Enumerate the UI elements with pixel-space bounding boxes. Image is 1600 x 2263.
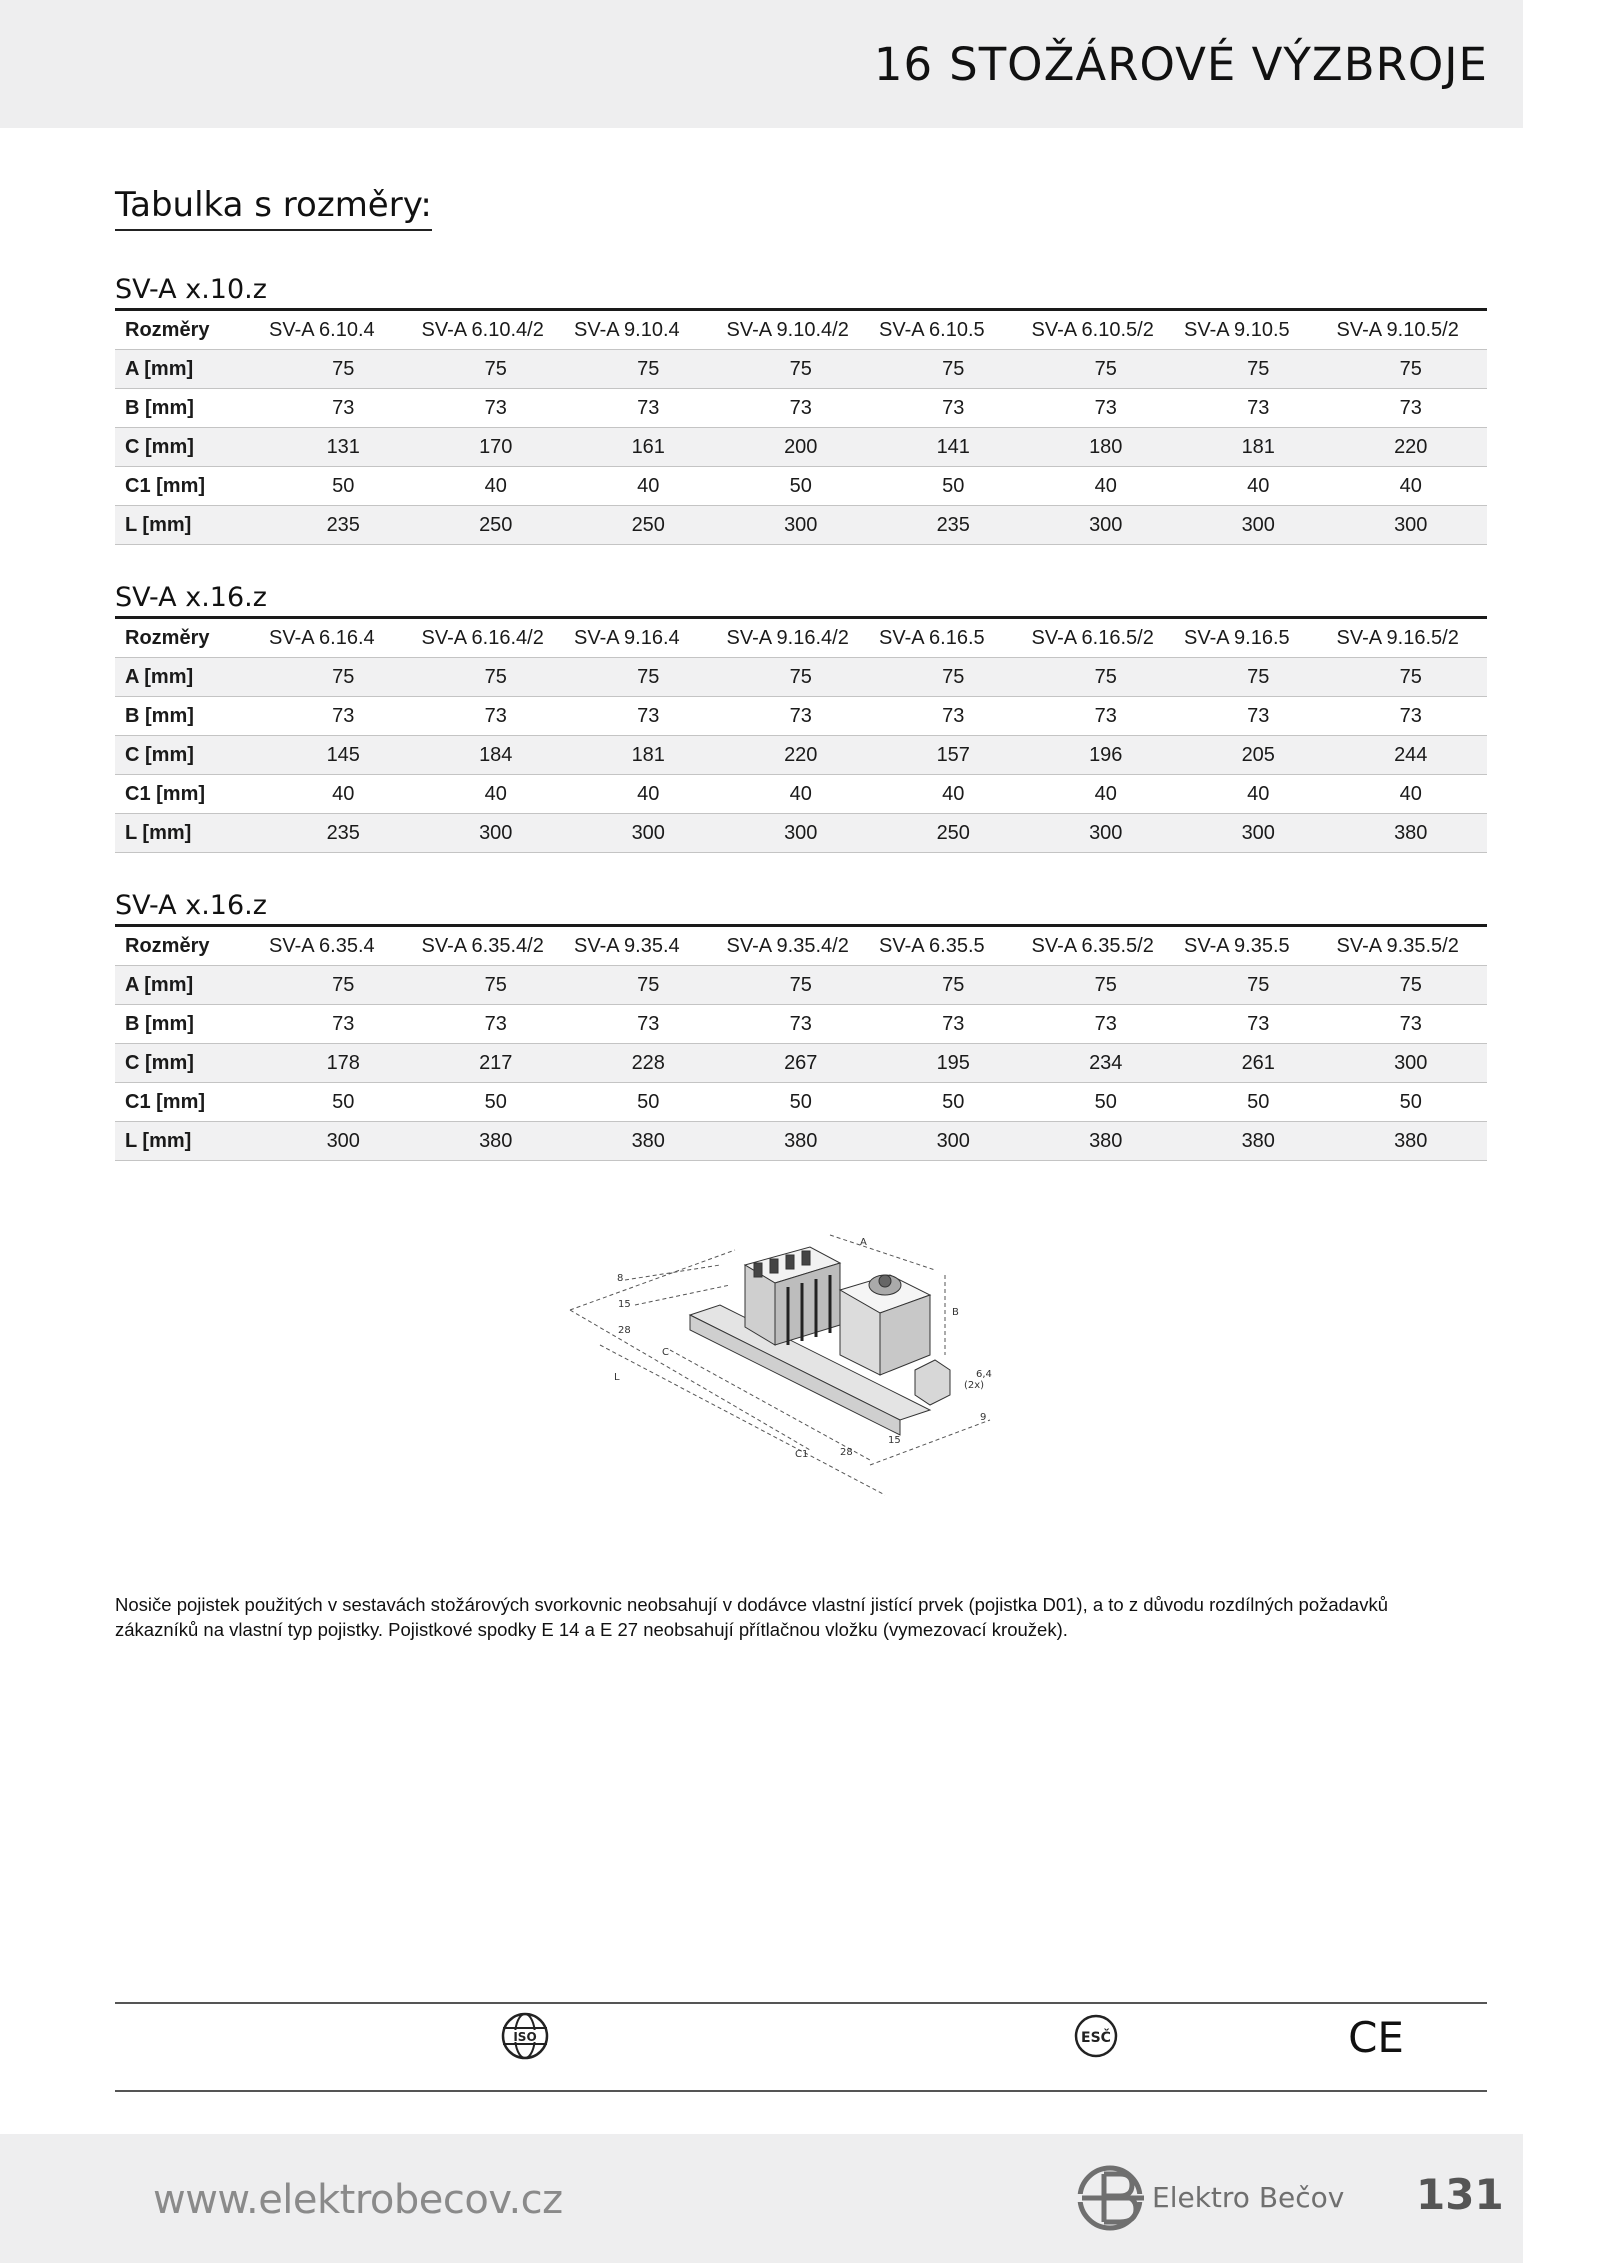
- row-label: C [mm]: [115, 428, 267, 467]
- table-cell: 75: [1030, 658, 1183, 697]
- table-cell: 75: [725, 966, 878, 1005]
- table-cell: 380: [1030, 1122, 1183, 1161]
- table-cell: 40: [267, 775, 420, 814]
- table-cell: 75: [1182, 658, 1335, 697]
- column-header: SV-A 9.16.5: [1182, 618, 1335, 658]
- table-cell: 73: [267, 697, 420, 736]
- dimension-table: [115, 616, 1487, 853]
- table-cell: 184: [420, 736, 573, 775]
- table-row: [115, 658, 1487, 697]
- table-cell: 196: [1030, 736, 1183, 775]
- column-header: SV-A 9.35.5/2: [1335, 926, 1488, 966]
- header-label: Rozměry: [115, 618, 267, 658]
- table-cell: 73: [1182, 697, 1335, 736]
- table-cell: 50: [1335, 1083, 1488, 1122]
- table-cell: 75: [1335, 658, 1488, 697]
- table-cell: 73: [1030, 1005, 1183, 1044]
- column-header: SV-A 9.35.5: [1182, 926, 1335, 966]
- table-cell: 73: [420, 1005, 573, 1044]
- table-cell: 300: [420, 814, 573, 853]
- table-cell: 75: [420, 350, 573, 389]
- table-cell: 73: [572, 389, 725, 428]
- table-cell: 73: [1335, 389, 1488, 428]
- table-row: [115, 775, 1487, 814]
- table-cell: 300: [1030, 814, 1183, 853]
- table-cell: 195: [877, 1044, 1030, 1083]
- table-cell: 50: [420, 1083, 573, 1122]
- table-row: [115, 966, 1487, 1005]
- table-cell: 380: [1335, 1122, 1488, 1161]
- row-label: C1 [mm]: [115, 1083, 267, 1122]
- table-cell: 50: [877, 1083, 1030, 1122]
- table-row: [115, 736, 1487, 775]
- chapter-number: 16: [873, 38, 934, 91]
- table-cell: 73: [572, 697, 725, 736]
- dim-label-a: A: [860, 1237, 867, 1248]
- table-cell: 75: [877, 658, 1030, 697]
- table-row: [115, 506, 1487, 545]
- table-cell: 40: [1182, 467, 1335, 506]
- column-header: SV-A 6.10.5/2: [1030, 310, 1183, 350]
- table-cell: 75: [725, 350, 878, 389]
- column-header: SV-A 6.10.4: [267, 310, 420, 350]
- table-cell: 380: [725, 1122, 878, 1161]
- table-cell: 73: [267, 1005, 420, 1044]
- table-cell: 75: [1030, 966, 1183, 1005]
- table-row: [115, 350, 1487, 389]
- table-cell: 75: [877, 966, 1030, 1005]
- column-header: SV-A 6.35.4: [267, 926, 420, 966]
- table-cell: 75: [572, 658, 725, 697]
- table-cell: 73: [1182, 1005, 1335, 1044]
- header-label: Rozměry: [115, 926, 267, 966]
- table-cell: 75: [1182, 350, 1335, 389]
- iso-icon: [497, 2010, 553, 2062]
- dim-label-c: C: [662, 1347, 669, 1358]
- divider-bottom: [115, 2090, 1487, 2092]
- table-cell: 75: [267, 350, 420, 389]
- table-cell: 40: [420, 775, 573, 814]
- table-cell: 50: [725, 1083, 878, 1122]
- table-cell: 40: [1030, 775, 1183, 814]
- page-number: 131: [1416, 2170, 1504, 2219]
- table-cell: 180: [1030, 428, 1183, 467]
- svg-text:CE: CE: [1348, 2013, 1404, 2062]
- table-cell: 75: [725, 658, 878, 697]
- table-cell: 161: [572, 428, 725, 467]
- table-cell: 170: [420, 428, 573, 467]
- dimension-table-section-3: [115, 888, 1487, 1161]
- table-cell: 300: [725, 506, 878, 545]
- dimension-drawing: [540, 1195, 1080, 1545]
- column-header: SV-A 6.16.4/2: [420, 618, 573, 658]
- table-cell: 73: [420, 697, 573, 736]
- note-line: Nosiče pojistek použitých v sestavách stožárových svorkovnic neobsahují v dodávce vlastní jistící prvek (pojistka D01), a to z důvodu rozdílných požadavků: [115, 1594, 1389, 1615]
- table-cell: 73: [572, 1005, 725, 1044]
- column-header: SV-A 6.10.5: [877, 310, 1030, 350]
- column-header: SV-A 9.16.4/2: [725, 618, 878, 658]
- table-header-row: [115, 310, 1487, 350]
- table-row: [115, 428, 1487, 467]
- table-cell: 40: [420, 467, 573, 506]
- dim-label-8: 8: [617, 1273, 624, 1284]
- dim-label-6-4: 6,4: [976, 1369, 992, 1380]
- table-cell: 40: [877, 775, 1030, 814]
- column-header: SV-A 6.16.4: [267, 618, 420, 658]
- brand-name: Elektro Bečov: [1152, 2181, 1345, 2214]
- table-row: [115, 1005, 1487, 1044]
- table-cell: 73: [725, 697, 878, 736]
- svg-text:ESČ: ESČ: [1081, 2030, 1111, 2046]
- website-link[interactable]: www.elektrobecov.cz: [153, 2177, 563, 2223]
- note-line: zákazníků na vlastní typ pojistky. Pojistkové spodky E 14 a E 27 neobsahují přítlačnou vložku (vymezovací kroužek).: [115, 1619, 1068, 1640]
- table-cell: 50: [267, 467, 420, 506]
- table-cell: 73: [877, 389, 1030, 428]
- row-label: L [mm]: [115, 506, 267, 545]
- table-title: SV-A x.16.z: [115, 890, 267, 921]
- table-cell: 380: [1182, 1122, 1335, 1161]
- column-header: SV-A 6.35.4/2: [420, 926, 573, 966]
- table-cell: 300: [877, 1122, 1030, 1161]
- row-label: C [mm]: [115, 1044, 267, 1083]
- table-cell: 40: [572, 467, 725, 506]
- table-row: [115, 389, 1487, 428]
- table-cell: 75: [572, 966, 725, 1005]
- column-header: SV-A 9.35.4/2: [725, 926, 878, 966]
- table-cell: 73: [877, 697, 1030, 736]
- table-cell: 73: [1030, 389, 1183, 428]
- table-cell: 205: [1182, 736, 1335, 775]
- table-cell: 73: [725, 389, 878, 428]
- table-title: SV-A x.10.z: [115, 274, 267, 305]
- row-label: A [mm]: [115, 966, 267, 1005]
- table-cell: 75: [572, 350, 725, 389]
- table-cell: 380: [572, 1122, 725, 1161]
- ce-mark-icon: [1340, 2010, 1412, 2062]
- table-cell: 250: [420, 506, 573, 545]
- table-cell: 141: [877, 428, 1030, 467]
- table-cell: 300: [267, 1122, 420, 1161]
- header-label: Rozměry: [115, 310, 267, 350]
- table-cell: 178: [267, 1044, 420, 1083]
- table-cell: 300: [1182, 814, 1335, 853]
- svg-text:ISO: ISO: [513, 2030, 537, 2044]
- table-cell: 235: [877, 506, 1030, 545]
- end-clamp: [915, 1360, 950, 1405]
- table-cell: 73: [1335, 1005, 1488, 1044]
- column-header: SV-A 9.35.4: [572, 926, 725, 966]
- elektro-becov-logo-icon: [1076, 2168, 1144, 2228]
- divider-top: [115, 2002, 1487, 2004]
- table-cell: 300: [1335, 1044, 1488, 1083]
- row-label: C [mm]: [115, 736, 267, 775]
- page-heading: Tabulka s rozměry:: [115, 183, 432, 231]
- column-header: SV-A 6.16.5/2: [1030, 618, 1183, 658]
- table-cell: 75: [420, 658, 573, 697]
- table-cell: 181: [1182, 428, 1335, 467]
- table-cell: 235: [267, 814, 420, 853]
- table-cell: 50: [572, 1083, 725, 1122]
- table-cell: 75: [267, 966, 420, 1005]
- esc-icon: [1068, 2010, 1124, 2062]
- row-label: C1 [mm]: [115, 775, 267, 814]
- table-header-row: [115, 618, 1487, 658]
- row-label: B [mm]: [115, 389, 267, 428]
- table-cell: 261: [1182, 1044, 1335, 1083]
- table-cell: 220: [725, 736, 878, 775]
- table-cell: 75: [1335, 966, 1488, 1005]
- table-cell: 73: [877, 1005, 1030, 1044]
- row-label: A [mm]: [115, 658, 267, 697]
- column-header: SV-A 6.10.4/2: [420, 310, 573, 350]
- table-row: [115, 1044, 1487, 1083]
- fuse-note: [115, 1592, 1487, 1642]
- table-cell: 250: [572, 506, 725, 545]
- dimension-table-section-2: [115, 580, 1487, 853]
- table-row: [115, 814, 1487, 853]
- table-cell: 267: [725, 1044, 878, 1083]
- table-cell: 300: [1335, 506, 1488, 545]
- table-title: SV-A x.16.z: [115, 582, 267, 613]
- dim-label-b: B: [952, 1307, 959, 1318]
- dim-label-2x: (2x): [964, 1380, 985, 1391]
- column-header: SV-A 9.10.4: [572, 310, 725, 350]
- table-cell: 380: [1335, 814, 1488, 853]
- table-cell: 50: [1182, 1083, 1335, 1122]
- table-cell: 157: [877, 736, 1030, 775]
- dim-label-c1: C1: [795, 1449, 809, 1460]
- table-cell: 228: [572, 1044, 725, 1083]
- row-label: L [mm]: [115, 1122, 267, 1161]
- table-cell: 50: [1030, 1083, 1183, 1122]
- table-cell: 40: [1030, 467, 1183, 506]
- dim-label-28: 28: [618, 1325, 631, 1336]
- table-cell: 50: [877, 467, 1030, 506]
- table-cell: 73: [267, 389, 420, 428]
- dim-label-15b: 15: [888, 1435, 901, 1446]
- table-cell: 244: [1335, 736, 1488, 775]
- table-cell: 40: [572, 775, 725, 814]
- column-header: SV-A 6.35.5/2: [1030, 926, 1183, 966]
- column-header: SV-A 9.10.4/2: [725, 310, 878, 350]
- dim-label-28b: 28: [840, 1447, 853, 1458]
- table-cell: 50: [267, 1083, 420, 1122]
- column-header: SV-A 9.16.5/2: [1335, 618, 1488, 658]
- table-cell: 235: [267, 506, 420, 545]
- table-cell: 40: [1335, 467, 1488, 506]
- table-cell: 75: [1030, 350, 1183, 389]
- chapter-title: [874, 38, 1488, 91]
- table-cell: 75: [1182, 966, 1335, 1005]
- terminal-blocks: [745, 1247, 840, 1345]
- row-label: B [mm]: [115, 697, 267, 736]
- column-header: SV-A 6.35.5: [877, 926, 1030, 966]
- table-cell: 73: [725, 1005, 878, 1044]
- table-cell: 181: [572, 736, 725, 775]
- table-cell: 73: [1182, 389, 1335, 428]
- dimension-table: [115, 924, 1487, 1161]
- table-cell: 73: [1030, 697, 1183, 736]
- table-row: [115, 697, 1487, 736]
- column-header: SV-A 6.16.5: [877, 618, 1030, 658]
- table-cell: 380: [420, 1122, 573, 1161]
- table-cell: 200: [725, 428, 878, 467]
- dim-label-15: 15: [618, 1299, 631, 1310]
- table-row: [115, 1083, 1487, 1122]
- chapter-name: STOŽÁROVÉ VÝZBROJE: [949, 38, 1488, 91]
- table-cell: 40: [1335, 775, 1488, 814]
- table-cell: 300: [572, 814, 725, 853]
- table-cell: 234: [1030, 1044, 1183, 1083]
- table-cell: 300: [1030, 506, 1183, 545]
- table-cell: 220: [1335, 428, 1488, 467]
- table-cell: 40: [1182, 775, 1335, 814]
- table-cell: 131: [267, 428, 420, 467]
- table-row: [115, 467, 1487, 506]
- dim-label-l: L: [614, 1372, 620, 1383]
- fuse-holder: [840, 1275, 930, 1375]
- table-cell: 250: [877, 814, 1030, 853]
- row-label: L [mm]: [115, 814, 267, 853]
- table-header-row: [115, 926, 1487, 966]
- table-cell: 75: [877, 350, 1030, 389]
- table-cell: 73: [1335, 697, 1488, 736]
- table-row: [115, 1122, 1487, 1161]
- row-label: C1 [mm]: [115, 467, 267, 506]
- dimension-table: [115, 308, 1487, 545]
- column-header: SV-A 9.16.4: [572, 618, 725, 658]
- table-cell: 75: [420, 966, 573, 1005]
- table-cell: 300: [1182, 506, 1335, 545]
- table-cell: 145: [267, 736, 420, 775]
- dimension-table-section-1: [115, 272, 1487, 545]
- column-header: SV-A 9.10.5/2: [1335, 310, 1488, 350]
- row-label: A [mm]: [115, 350, 267, 389]
- table-cell: 75: [1335, 350, 1488, 389]
- table-cell: 40: [725, 775, 878, 814]
- table-cell: 73: [420, 389, 573, 428]
- table-cell: 217: [420, 1044, 573, 1083]
- dim-label-9: 9: [980, 1412, 987, 1423]
- column-header: SV-A 9.10.5: [1182, 310, 1335, 350]
- table-cell: 50: [725, 467, 878, 506]
- row-label: B [mm]: [115, 1005, 267, 1044]
- table-cell: 300: [725, 814, 878, 853]
- table-cell: 75: [267, 658, 420, 697]
